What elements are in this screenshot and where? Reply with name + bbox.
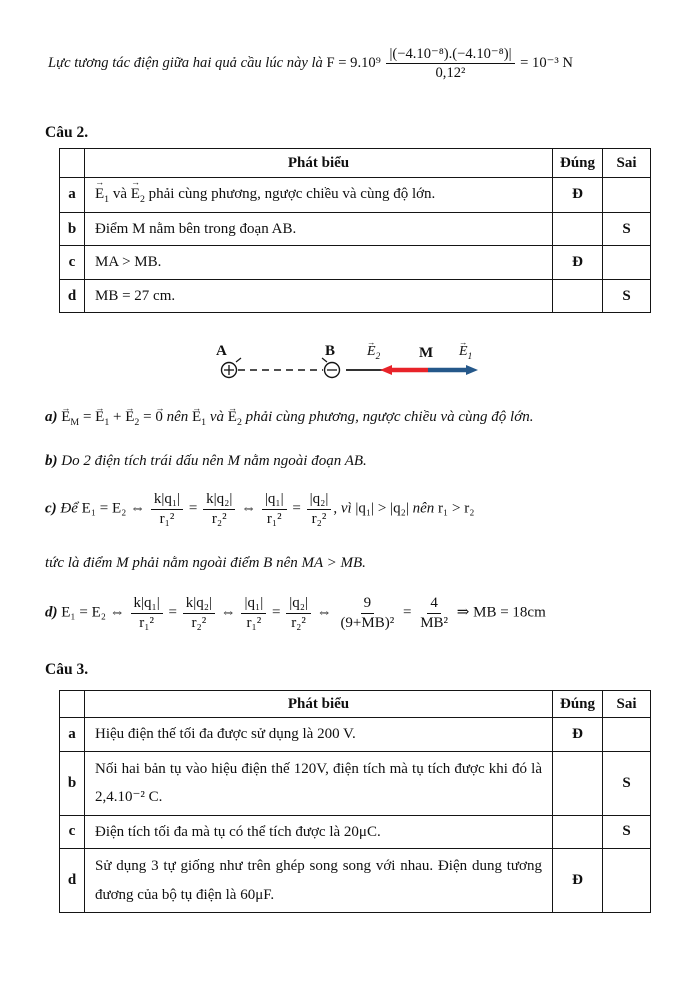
solution-line-b: b) Do 2 điện tích trái dấu nên M nằm ngoài đoạn AB. (45, 453, 367, 469)
e2-arrow-head (380, 365, 392, 375)
charge-field-diagram (0, 337, 694, 395)
dung-header: Đúng (553, 149, 603, 178)
row-letter: d (60, 849, 85, 913)
solution-line-c2: tức là điểm M phải nằm ngoài điểm B nên MA > MB. (45, 555, 366, 571)
table-row (60, 246, 651, 280)
intro-formula: Lực tương tác điện giữa hai quả cầu lúc này là F = 9.10⁹ $\frac{\text{|(−4.10⁻⁸).(−4.10⁻⁸)|}}{\text{0,12²}}$ = 10⁻³ N (48, 46, 573, 82)
statement-cell: Sử dụng 3 tự giống như trên ghép song song với nhau. Điện dung tương đương của bộ tụ điện là 60μF. (85, 849, 553, 913)
cau3-statement-table (59, 690, 651, 913)
row-letter: b (60, 212, 85, 246)
statement-cell: Điện tích tối đa mà tụ có thể tích được là 20μC. (85, 815, 553, 849)
corner-cell (60, 691, 85, 718)
statement-header: Phát biểu (85, 691, 553, 718)
row-letter: c (60, 246, 85, 280)
table-row (60, 718, 651, 752)
corner-cell (60, 149, 85, 178)
label-b: B (325, 343, 336, 359)
label-a: A (216, 343, 227, 359)
cau2-heading: Câu 2. (45, 124, 89, 141)
table-header-row (60, 149, 651, 178)
table-row (60, 849, 651, 913)
statement-cell: Nối hai bản tụ vào hiệu điện thế 120V, điện tích mà tụ tích được khi đó là 2,4.10⁻² C. (85, 751, 553, 815)
solution-line-d: d) E₁ = E₂ ⇔ $\frac{\text{k|q₁|}}{\text{r₁²}}$ = $\frac{\text{k|q₂|}}{\text{r₂²}}$ ⇔ $\frac{\text{|q₁|}}{\text{r₁²}}$ = $\frac{\text{|q₂|}}{\text{r₂²}}$ ⇔ $\frac{9}{\text{(9+MB)²}}$ = $\frac{4}{\text{MB²}}$ ⇒ MB = 18cm (45, 595, 546, 631)
row-letter: c (60, 815, 85, 849)
dung-cell (553, 212, 603, 246)
label-e1-vector: → $E_1$ (459, 344, 472, 361)
sai-cell (603, 246, 651, 280)
sai-cell (603, 849, 651, 913)
sai-cell (603, 718, 651, 752)
dung-cell (553, 815, 603, 849)
label-m: M (419, 345, 434, 361)
solution-line-a: $a) \to E_M$ = → $E_1$ + → $E_2$ = → 0 nên → $E_1$ và → $E_2$ phải cùng phương, ngược chiều và cùng độ lớn. (45, 409, 685, 428)
row-letter: a (60, 718, 85, 752)
sai-cell: S (603, 815, 651, 849)
sai-header: Sai (603, 691, 651, 718)
dung-cell: Đ (553, 246, 603, 280)
row-letter: a (60, 178, 85, 213)
row-letter: b (60, 751, 85, 815)
dung-cell (553, 751, 603, 815)
label-e2-vector: → $E_2$ (367, 344, 380, 361)
cau2-statement-table (59, 148, 651, 313)
dung-cell: Đ (553, 849, 603, 913)
sai-cell (603, 178, 651, 213)
solution-line-c: c) Để E₁ = E₂ ⇔ $\frac{\text{k|q₁|}}{\text{r₁²}}$ = $\frac{\text{k|q₂|}}{\text{r₂²}}$ ⇔ $\frac{\text{|q₁|}}{\text{r₁²}}$ = $\frac{\text{|q₂|}}{\text{r₂²}}$ , vì |q₁| > |q₂| nên r₁ > r₂ (45, 491, 475, 527)
row-letter: d (60, 279, 85, 313)
table-header-row (60, 691, 651, 718)
tick-a (236, 358, 241, 362)
diagram-canvas (0, 337, 694, 395)
sai-cell: S (603, 751, 651, 815)
statement-cell: Điểm M nằm bên trong đoạn AB. (85, 212, 553, 246)
dung-cell (553, 279, 603, 313)
sai-header: Sai (603, 149, 651, 178)
statement-cell: Hiệu điện thế tối đa được sử dụng là 200 V. (85, 718, 553, 752)
statement-cell: → $E_1$ và → $E_2$ phải cùng phương, ngược chiều và cùng độ lớn. (85, 178, 553, 213)
table-row (60, 279, 651, 313)
table-row (60, 212, 651, 246)
e1-arrow-head (466, 365, 478, 375)
table-row (60, 815, 651, 849)
sai-cell: S (603, 279, 651, 313)
statement-cell: MB = 27 cm. (85, 279, 553, 313)
statement-header: Phát biểu (85, 149, 553, 178)
statement-cell: MA > MB. (85, 246, 553, 280)
table-row (60, 751, 651, 815)
dung-cell: Đ (553, 718, 603, 752)
cau3-heading: Câu 3. (45, 661, 89, 678)
sai-cell: S (603, 212, 651, 246)
dung-header: Đúng (553, 691, 603, 718)
table-row (60, 178, 651, 213)
dung-cell: Đ (553, 178, 603, 213)
